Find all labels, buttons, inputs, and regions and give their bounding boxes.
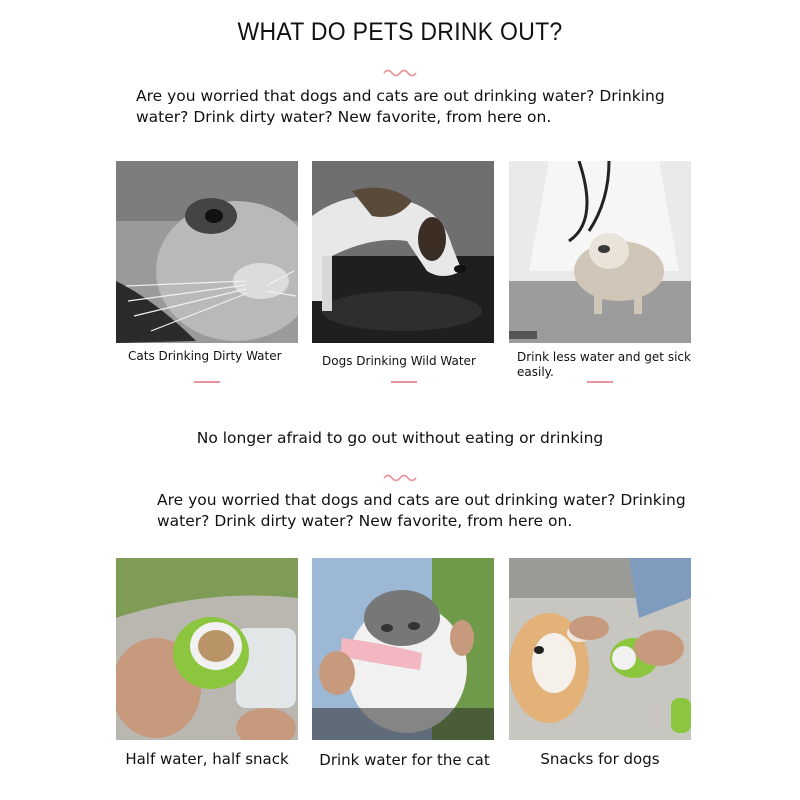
caption-dogs-wild-water: Dogs Drinking Wild Water [322, 354, 476, 368]
photo-vet-bulldog [509, 161, 691, 343]
intro-paragraph-2: Are you worried that dogs and cats are out drinking water? Drinking water? Drink dirty water? New favorite, from here on. [157, 491, 686, 530]
page-title: WHAT DO PETS DRINK OUT? [237, 18, 563, 46]
wave-divider [383, 67, 417, 77]
photo-cat-bottle [312, 558, 494, 740]
accent-dash [391, 381, 417, 383]
caption-snacks-for-dogs: Snacks for dogs [540, 750, 660, 768]
intro-paragraph: Are you worried that dogs and cats are out drinking water? Drinking water? Drink dirty water? New favorite, from here on. [136, 87, 665, 126]
photo-dog-snack [509, 558, 691, 740]
caption-half-water-snack: Half water, half snack [125, 750, 289, 768]
photo-snack-cup [116, 558, 298, 740]
subheading: No longer afraid to go out without eating or drinking [196, 429, 604, 447]
caption-drink-for-cat: Drink water for the cat [319, 751, 490, 769]
photo-dog-drinking [312, 161, 494, 343]
photo-cat-closeup [116, 161, 298, 343]
accent-dash [587, 381, 613, 383]
caption-drink-less: Drink less water and get sick easily. [517, 350, 691, 379]
caption-cats-dirty-water: Cats Drinking Dirty Water [128, 349, 282, 363]
wave-divider [383, 472, 417, 482]
accent-dash [194, 381, 220, 383]
